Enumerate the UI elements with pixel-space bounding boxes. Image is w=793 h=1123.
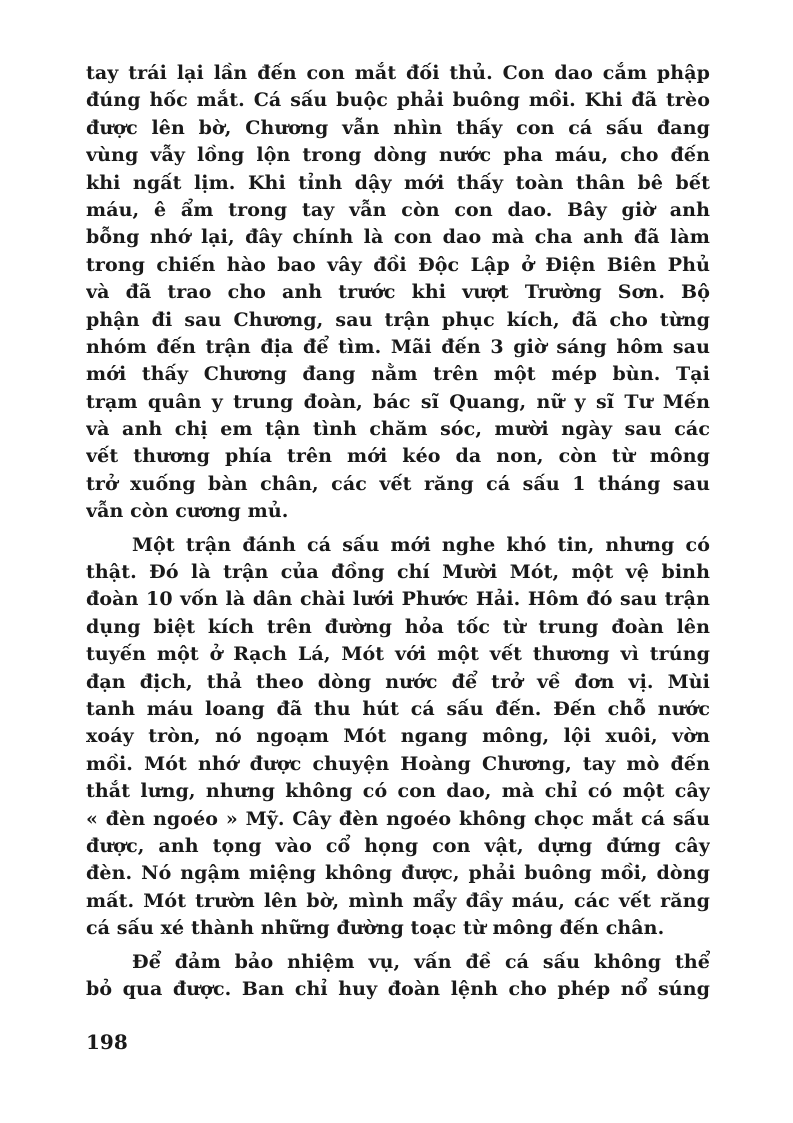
text-line: phận đi sau Chương, sau trận phục kích, đã cho từng — [86, 308, 710, 331]
text-line: bỏ qua được. Ban chỉ huy đoàn lệnh cho phép nổ súng — [86, 977, 710, 1000]
text-line: nhóm đến trận địa để tìm. Mãi đến 3 giờ sáng hôm sau — [86, 335, 710, 358]
text-line: được, anh tọng vào cổ họng con vật, dựng đứng cây — [86, 834, 710, 857]
text-line: xoáy tròn, nó ngoạm Mót ngang mông, lội xuôi, vờn — [86, 725, 710, 748]
text-line: tay trái lại lần đến con mắt đối thủ. Con dao cắm phập — [86, 62, 710, 84]
text-line: máu, ê ẩm trong tay vẫn còn con dao. Bây giờ anh — [86, 198, 710, 221]
text-line: mới thấy Chương đang nằm trên một mép bùn. Tại — [86, 363, 710, 386]
text-line: trở xuống bàn chân, các vết răng cá sấu 1 tháng sau — [86, 472, 710, 495]
text-line: được lên bờ, Chương vẫn nhìn thấy con cá sấu đang — [86, 116, 710, 139]
text-line: vết thương phía trên mới kéo da non, còn từ mông — [86, 445, 710, 468]
text-line: khi ngất lịm. Khi tỉnh dậy mới thấy toàn thân bê bết — [86, 171, 710, 194]
text-line: thật. Đó là trận của đồng chí Mười Mót, một vệ binh — [86, 561, 710, 584]
text-line: đèn. Nó ngậm miệng không được, phải buông mồi, dòng — [86, 862, 710, 885]
text-line: và đã trao cho anh trước khi vượt Trường Sơn. Bộ — [86, 281, 710, 304]
text-line: tanh máu loang đã thu hút cá sấu đến. Đến chỗ nước — [86, 697, 710, 720]
text-line: và anh chị em tận tình chăm sóc, mười ngày sau các — [86, 418, 710, 441]
text-line: vùng vẫy lồng lộn trong dòng nước pha máu, cho đến — [86, 144, 710, 167]
text-line: vẫn còn cương mủ. — [86, 500, 289, 523]
text-line: đúng hốc mắt. Cá sấu buộc phải buông mồi. Khi đã trèo — [86, 89, 710, 112]
body-text — [86, 60, 710, 1003]
text-line: đạn địch, thả theo dòng nước để trở về đơn vị. Mùi — [86, 670, 710, 693]
text-line: trong chiến hào bao vây đồi Độc Lập ở Điện Biên Phủ — [86, 253, 710, 276]
text-line: cá sấu xé thành những đường toạc từ mông đến chân. — [86, 917, 665, 940]
text-line: đoàn 10 vốn là dân chài lưới Phước Hải. Hôm đó sau trận — [86, 588, 710, 611]
text-line: bỗng nhớ lại, đây chính là con dao mà cha anh đã làm — [86, 226, 710, 249]
paragraph-2 — [86, 532, 710, 943]
text-line: Một trận đánh cá sấu mới nghe khó tin, nhưng có — [132, 533, 710, 556]
text-line: thắt lưng, nhưng không có con dao, mà chỉ có một cây — [86, 780, 710, 803]
text-line: mất. Mót trườn lên bờ, mình mẩy đầy máu, các vết răng — [86, 889, 710, 912]
text-line: trạm quân y trung đoàn, bác sĩ Quang, nữ y sĩ Tư Mến — [86, 390, 710, 413]
text-line: « đèn ngoéo » Mỹ. Cây đèn ngoéo không chọc mắt cá sấu — [86, 807, 710, 830]
text-line: tuyến một ở Rạch Lá, Mót với một vết thương vì trúng — [86, 643, 710, 666]
text-line: mồi. Mót nhớ được chuyện Hoàng Chương, tay mò đến — [86, 752, 710, 775]
text-line: Để đảm bảo nhiệm vụ, vấn đề cá sấu không thể — [132, 950, 710, 973]
paragraph-3 — [86, 949, 710, 1004]
page-number: 198 — [86, 1030, 128, 1054]
paragraph-1 — [86, 60, 710, 526]
text-line: dụng biệt kích trên đường hỏa tốc từ trung đoàn lên — [86, 615, 710, 638]
